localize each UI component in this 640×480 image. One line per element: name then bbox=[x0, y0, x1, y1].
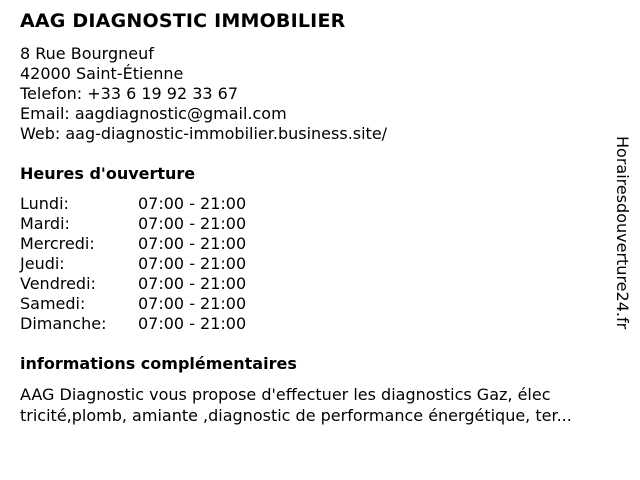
hours-row bbox=[20, 194, 246, 214]
business-name: AAG DIAGNOSTIC IMMOBILIER bbox=[20, 10, 346, 32]
hours-time: 07:00 - 21:00 bbox=[138, 314, 247, 333]
info-text-line: tricité,plomb, amiante ,diagnostic de performance énergétique, ter... bbox=[20, 406, 572, 425]
hours-row bbox=[20, 314, 246, 334]
info-text-line: AAG Diagnostic vous propose d'effectuer les diagnostics Gaz, élec bbox=[20, 385, 551, 404]
hours-row bbox=[20, 294, 246, 314]
hours-time: 07:00 - 21:00 bbox=[138, 214, 247, 233]
hours-time: 07:00 - 21:00 bbox=[138, 234, 247, 253]
hours-day: Mardi: bbox=[20, 214, 70, 233]
opening-hours-heading: Heures d'ouverture bbox=[20, 164, 196, 183]
hours-day: Dimanche: bbox=[20, 314, 107, 333]
additional-info-text bbox=[20, 384, 620, 426]
phone-number[interactable]: Telefon: +33 6 19 92 33 67 bbox=[20, 84, 239, 103]
site-brand-watermark: Horairesdouverture24.fr bbox=[613, 136, 632, 330]
hours-time: 07:00 - 21:00 bbox=[138, 274, 247, 293]
hours-day: Lundi: bbox=[20, 194, 69, 213]
hours-row bbox=[20, 274, 246, 294]
contact-block bbox=[20, 44, 387, 144]
hours-day: Samedi: bbox=[20, 294, 86, 313]
website-link[interactable]: Web: aag-diagnostic-immobilier.business.site/ bbox=[20, 124, 388, 143]
hours-time: 07:00 - 21:00 bbox=[138, 194, 247, 213]
hours-row bbox=[20, 214, 246, 234]
hours-day: Vendredi: bbox=[20, 274, 96, 293]
address-street: 8 Rue Bourgneuf bbox=[20, 44, 154, 63]
address-city: 42000 Saint-Étienne bbox=[20, 64, 184, 83]
hours-day: Jeudi: bbox=[20, 254, 65, 273]
hours-time: 07:00 - 21:00 bbox=[138, 254, 247, 273]
additional-info-heading: informations complémentaires bbox=[20, 354, 297, 373]
opening-hours-table bbox=[20, 194, 246, 334]
hours-row bbox=[20, 254, 246, 274]
hours-time: 07:00 - 21:00 bbox=[138, 294, 247, 313]
email-address[interactable]: Email: aagdiagnostic@gmail.com bbox=[20, 104, 287, 123]
hours-row bbox=[20, 234, 246, 254]
hours-day: Mercredi: bbox=[20, 234, 95, 253]
